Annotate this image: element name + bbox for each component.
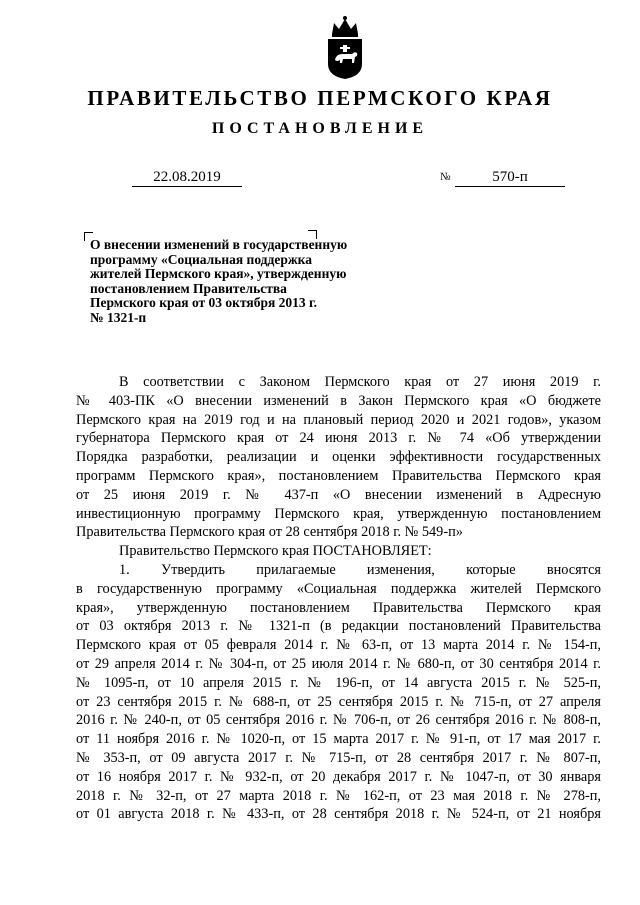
body-line: Правительства Пермского края от 28 сентября 2018 г. № 549-п»	[76, 524, 463, 541]
subject-line: постановлением Правительства	[90, 280, 287, 296]
subject-line: программу «Социальная поддержка	[90, 251, 312, 267]
body-line: от 25 июня 2019 г. № 437-п «О внесении изменений в Адресную	[76, 486, 601, 503]
body-line: № 1095-п, от 10 апреля 2015 г. № 196-п, от 14 августа 2015 г. № 525-п,	[76, 674, 601, 691]
organization-title: ПРАВИТЕЛЬСТВО ПЕРМСКОГО КРАЯ	[87, 86, 553, 110]
subject-line: Пермского края от 03 октября 2013 г.	[90, 295, 318, 311]
document-body	[76, 373, 601, 824]
body-line: программ Пермского края», постановлением Правительства Пермского края	[76, 467, 601, 484]
subject-line: О внесении изменений в государственную	[90, 237, 348, 252]
document-type: ПОСТАНОВЛЕНИЕ	[211, 120, 429, 137]
document-number: 570-п	[455, 168, 565, 187]
body-line: Пермского края на 2019 год и на плановый период 2020 и 2021 годов», указом	[76, 411, 601, 428]
preamble-paragraph	[76, 373, 601, 542]
body-line: от 11 ноября 2016 г. № 1020-п, от 15 марта 2017 г. № 91-п, от 17 мая 2017 г.	[76, 731, 601, 748]
body-line: № 353-п, от 09 августа 2017 г. № 715-п, от 28 сентября 2017 г. № 807-п,	[76, 749, 601, 766]
body-line: в государственную программу «Социальная поддержка жителей Пермского	[76, 580, 601, 597]
subject-line: № 1321-п	[90, 309, 147, 325]
coat-of-arms-icon	[324, 14, 366, 80]
body-line: от 01 августа 2018 г. № 433-п, от 28 сентября 2018 г. № 524-п, от 21 ноября	[76, 806, 601, 823]
body-line: Порядка разработки, реализации и оценки эффективности государственных	[76, 449, 601, 466]
item-1-paragraph	[76, 561, 601, 824]
body-line: от 29 апреля 2014 г. № 304-п, от 25 июля 2014 г. № 680-п, от 30 сентября 2014 г.	[76, 655, 601, 672]
body-line: от 23 сентября 2015 г. № 688-п, от 25 сентября 2015 г. № 715-п, от 27 апреля	[76, 693, 601, 710]
body-line: 1. Утвердить прилагаемые изменения, которые вносятся	[119, 561, 601, 578]
body-line: края», утвержденную постановлением Правительства Пермского края	[76, 599, 601, 616]
body-line: Пермского края от 05 февраля 2014 г. № 63-п, от 13 марта 2014 г. № 154-п,	[76, 637, 601, 654]
document-date: 22.08.2019	[132, 168, 242, 187]
document-subject	[90, 238, 390, 326]
resolves-line: Правительство Пермского края ПОСТАНОВЛЯЕТ:	[119, 543, 432, 560]
body-line: № 403-ПК «О внесении изменений в Закон Пермского края «О бюджете	[76, 392, 601, 409]
body-line: от 03 октября 2013 г. № 1321-п (в редакции постановлений Правительства	[76, 618, 601, 635]
body-line: В соответствии с Законом Пермского края от 27 июня 2019 г.	[119, 374, 601, 390]
body-line: губернатора Пермского края от 24 июня 2013 г. № 74 «Об утверждении	[76, 430, 601, 447]
number-sign: №	[440, 171, 451, 183]
body-line: инвестиционную программу Пермского края, утвержденную постановлением	[76, 505, 601, 522]
resolves-paragraph	[76, 542, 601, 561]
body-line: 2018 г. № 32-п, от 27 марта 2018 г. № 162-п, от 23 мая 2018 г. № 278-п,	[76, 787, 601, 804]
body-line: 2016 г. № 240-п, от 05 сентября 2016 г. № 706-п, от 26 сентября 2016 г. № 808-п,	[76, 712, 601, 729]
body-line: от 16 ноября 2017 г. № 932-п, от 20 декабря 2017 г. № 1047-п, от 30 января	[76, 768, 601, 785]
subject-line: жителей Пермского края», утвержденную	[90, 266, 347, 282]
